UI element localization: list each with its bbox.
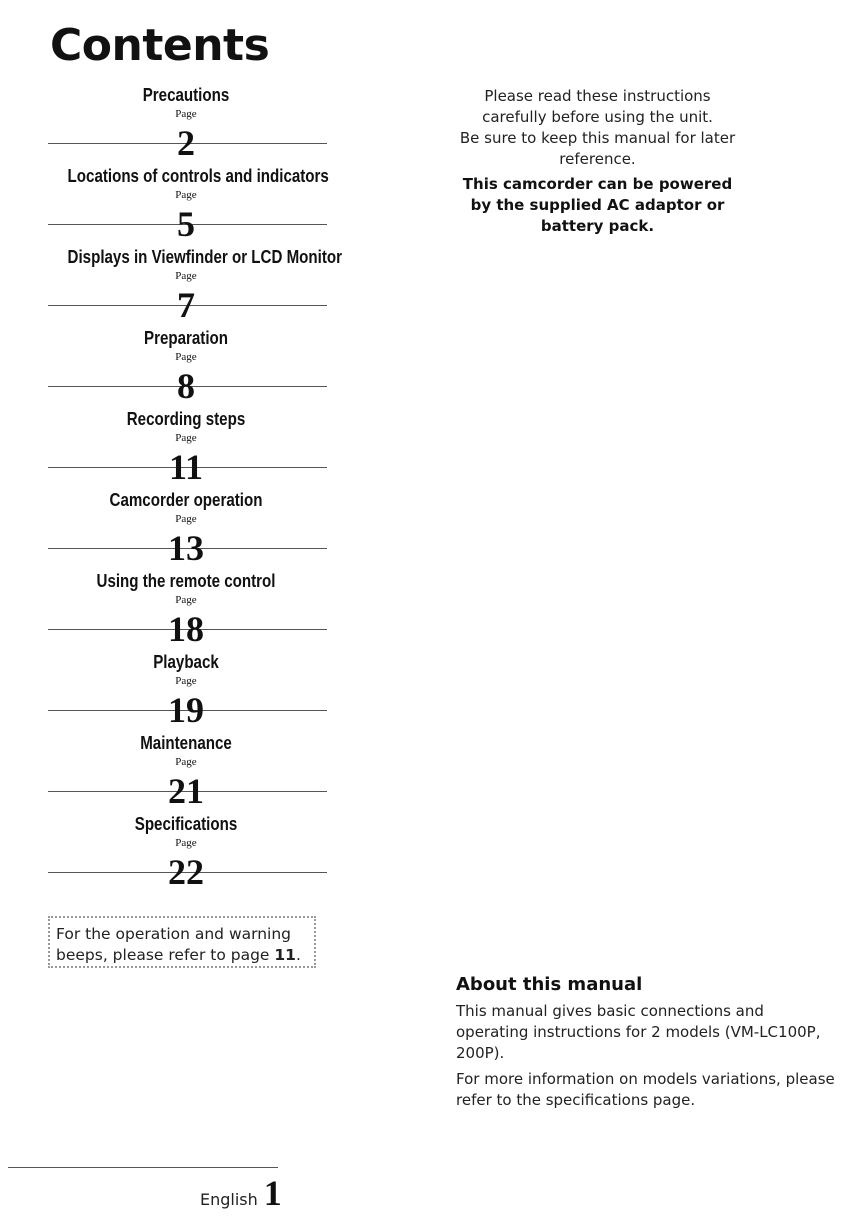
toc-entry-title: Playback: [153, 652, 219, 672]
page-footer: [200, 1172, 282, 1214]
toc-page-number: 5: [177, 204, 195, 244]
page-title: Contents: [50, 20, 270, 71]
note-page-ref: 11: [274, 946, 296, 964]
note-end: .: [295, 946, 301, 964]
toc-entry-title: Preparation: [143, 328, 229, 348]
intro-keep-manual: Be sure to keep this manual for later reference.: [459, 129, 736, 168]
toc-entry-title: Using the remote control: [96, 571, 276, 591]
toc-page-label: Page: [175, 594, 197, 606]
toc-entry-displays[interactable]: [45, 242, 343, 325]
about-heading: About this manual: [456, 974, 643, 995]
toc-page-label: Page: [175, 108, 197, 120]
toc-page-number: 2: [177, 123, 195, 163]
toc-entry-title: Displays in Viewfinder or LCD Monitor: [67, 247, 343, 267]
toc-entry-camcorder-operation[interactable]: [45, 485, 327, 566]
footer-language: English: [200, 1190, 258, 1209]
toc-page-label: Page: [175, 837, 197, 849]
toc-page-label: Page: [175, 756, 197, 768]
toc-entry-title: Precautions: [142, 85, 230, 105]
toc-page-label: Page: [175, 675, 197, 687]
toc-page-number: 13: [168, 528, 204, 568]
toc-page-label: Page: [175, 351, 197, 363]
toc-entry-title: Recording steps: [126, 409, 246, 429]
toc-entry-title: Specifications: [134, 814, 238, 834]
toc-page-number: 22: [168, 852, 204, 892]
toc-page-label: Page: [175, 513, 197, 525]
toc-page-label: Page: [175, 270, 197, 282]
footer-divider: [8, 1167, 278, 1168]
toc-entry-maintenance[interactable]: [45, 728, 327, 809]
toc-page-label: Page: [175, 189, 197, 201]
intro-read-instructions: Please read these instructions carefully before using the unit.: [482, 87, 713, 126]
toc-page-number: 7: [177, 285, 195, 325]
intro-power-notice: This camcorder can be powered by the supplied AC adaptor or battery pack.: [462, 175, 733, 235]
toc-entry-playback[interactable]: [45, 647, 327, 728]
toc-page-number: 19: [168, 690, 204, 730]
toc-page-number: 8: [177, 366, 195, 406]
toc-entry-remote-control[interactable]: [45, 566, 327, 647]
toc-entry-specifications[interactable]: [45, 809, 327, 890]
toc-page-number: 21: [168, 771, 204, 811]
about-this-manual: [456, 974, 836, 1116]
toc-entry-title: Locations of controls and indicators: [67, 166, 329, 186]
toc-entry-precautions[interactable]: [45, 80, 327, 161]
toc-entry-recording-steps[interactable]: [45, 404, 327, 485]
footer-page-number: 1: [263, 1173, 282, 1213]
toc-page-number: 11: [168, 447, 203, 487]
note-text: For the operation and warning beeps, please refer to page: [56, 925, 292, 964]
warning-beeps-note: [48, 916, 316, 968]
toc-entry-locations-of-controls[interactable]: [45, 161, 327, 242]
toc-entry-title: Maintenance: [140, 733, 232, 753]
about-paragraph-variations: For more information on models variations, please refer to the specifications page.: [456, 1070, 835, 1109]
intro-notice: [455, 86, 740, 237]
about-paragraph-models: This manual gives basic connections and operating instructions for 2 models (VM-LC100P, 200P).: [456, 1002, 821, 1062]
toc-page-label: Page: [175, 432, 197, 444]
table-of-contents: [45, 80, 343, 892]
toc-page-number: 18: [168, 609, 204, 649]
toc-entry-title: Camcorder operation: [109, 490, 263, 510]
toc-entry-preparation[interactable]: [45, 323, 327, 404]
